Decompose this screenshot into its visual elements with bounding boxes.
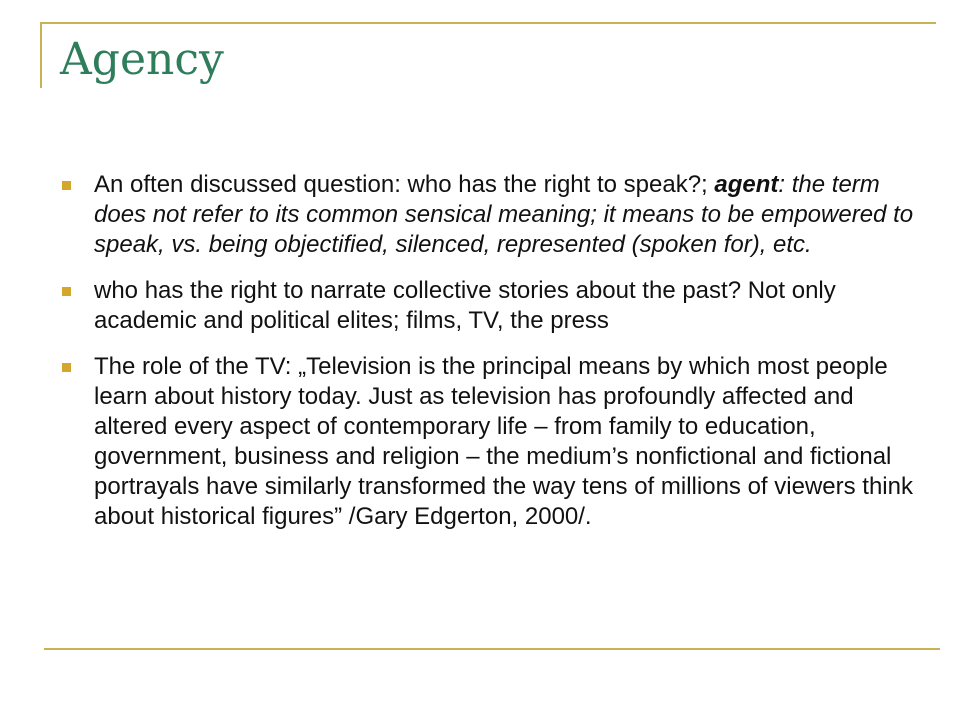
bullet-italic-text: : the term does not refer to its common sensical meaning; it means to be empowered to speak, vs. being objectified, silenced, represented (spoken for), etc. [94, 171, 914, 258]
square-bullet-icon [62, 363, 71, 372]
bullet-emphasis: agent [714, 171, 779, 198]
bullet-text: An often discussed question: who has the right to speak?; [94, 171, 708, 198]
left-rule [40, 22, 42, 88]
bottom-rule [44, 648, 940, 650]
bullet-text: who has the right to narrate collective stories about the past? Not only academic and political elites; films, TV, the press [94, 277, 836, 334]
bullet-item [62, 352, 922, 532]
top-rule [40, 22, 936, 24]
bullet-item [62, 170, 922, 260]
square-bullet-icon [62, 287, 71, 296]
bullet-list [62, 170, 922, 548]
bullet-item [62, 276, 922, 336]
square-bullet-icon [62, 181, 71, 190]
bullet-text: The role of the TV: „Television is the principal means by which most people learn about history today. Just as television has profoundly affected and altered every aspect of contemporary life – from family to education, government, business and religion – the medium’s nonfictional and fictional portrayals have similarly transformed the way tens of millions of viewers think about historical figures” /Gary Edgerton, 2000/. [94, 353, 913, 530]
slide-title: Agency [60, 34, 224, 85]
